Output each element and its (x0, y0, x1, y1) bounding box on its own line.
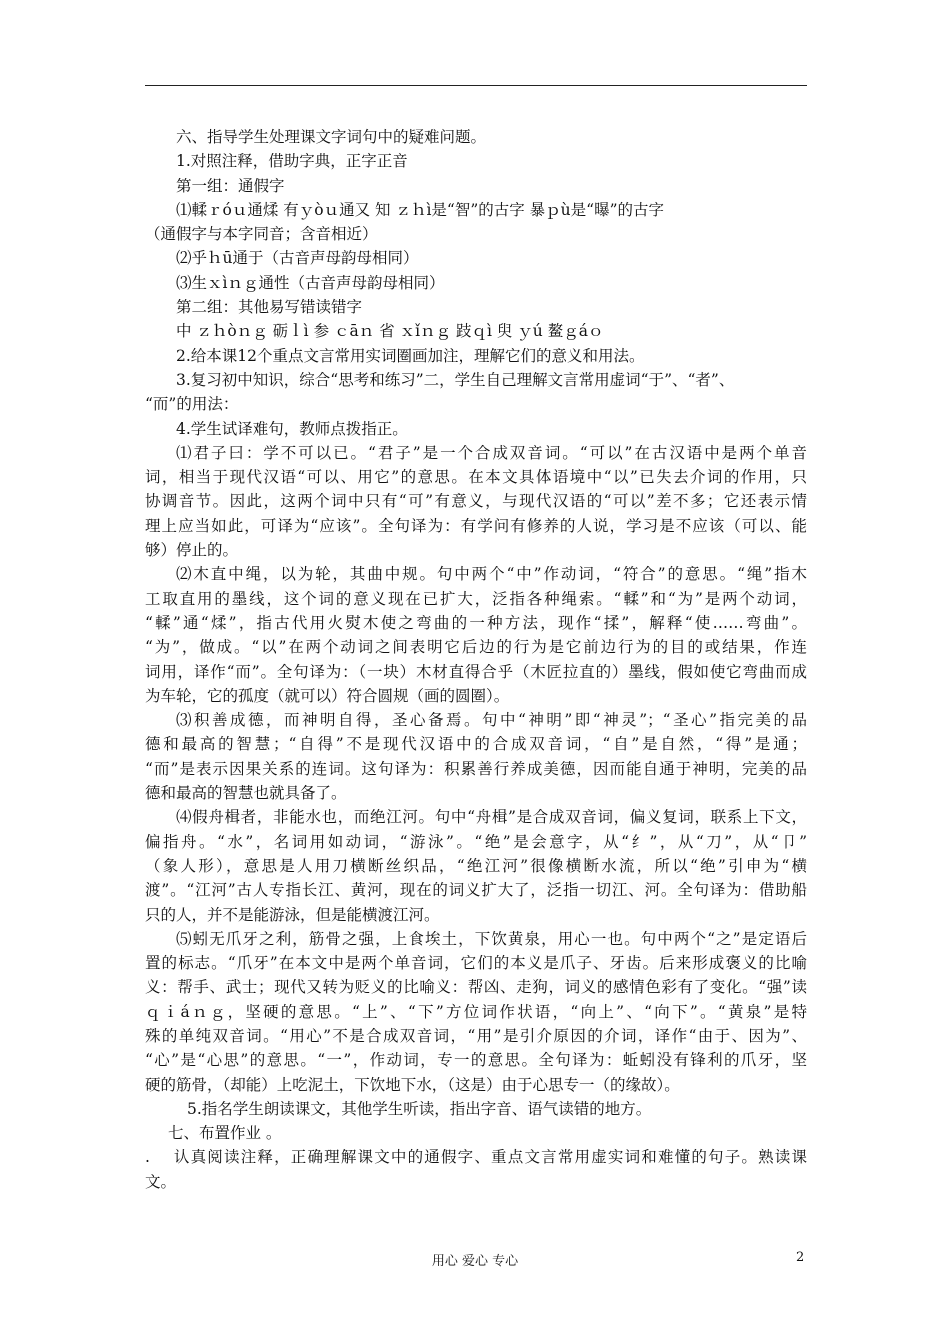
text-line: 德和最高的智慧也就具备了。 (145, 784, 347, 803)
text-line: ⑶积善成德，而神明自得，圣心备焉。句中“神明”即“神灵”；“圣心”指完美的品 (176, 711, 807, 730)
text-line: 4.学生试译难句，教师点拨指正。 (176, 419, 408, 438)
text-line: 德和最高的智慧；“自得”不是现代汉语中的合成双音词，“自”是自然，“得”是通； (145, 735, 807, 754)
header-rule (145, 85, 807, 86)
text-line: 第一组：通假字 (176, 176, 285, 195)
text-line: 第二组：其他易写错读错字 (176, 298, 363, 317)
text-line: 硬的筋骨，（却能）上吃泥土，下饮地下水，（这是）由于心思专一（的缘故）。 (145, 1075, 680, 1094)
text-line: ⑴輮ｒóｕ通煣 有ｙòｕ通又 知 ｚｈì是“智”的古字 暴ｐù是“曝”的古字 (176, 200, 665, 219)
text-line: 文。 (145, 1172, 177, 1191)
text-line: 2.给本课12个重点文言常用实词圈画加注，理解它们的意义和用法。 (176, 346, 645, 365)
text-line: 中 ｚｈòｎｇ 砺ｌì 参 ｃāｎ 省 ｘǐｎｇ 跂ｑì 臾 ｙú 鳌ｇáｏ (176, 322, 604, 341)
text-line: “而”的用法： (145, 395, 239, 414)
text-line: 协调音节。因此，这两个词中只有“可”有意义，与现代汉语的“可以”差不多；它还表示情 (145, 492, 807, 511)
text-line: （象人形），意思是人用刀横断丝织品，“绝江河”很像横断水流，所以“绝”引申为“横 (145, 856, 807, 875)
text-line: “心”是“心思”的意思。“一”，作动词，专一的意思。全句译为：蚯蚓没有锋利的爪牙，坚 (145, 1051, 807, 1070)
text-line: ⑵乎ｈū通于（古音声母韵母相同） (176, 249, 419, 268)
text-line: . 认真阅读注释，正确理解课文中的通假字、重点文言常用虚实词和难懂的句子。熟读课 (145, 1148, 807, 1167)
text-line: “輮”通“煣”，指古代用火熨木使之弯曲的一种方法，现作“揉”，解释“使……弯曲”。 (145, 613, 807, 632)
text-line: 为车轮，它的孤度（就可以）符合圆规（画的圆圈）。 (145, 686, 510, 705)
text-line: 工取直用的墨线，这个词的意义现在已扩大，泛指各种绳索。“輮”和“为”是两个动词， (145, 589, 807, 608)
section-heading-6: 六、指导学生处理课文字词句中的疑难问题。 (176, 128, 487, 146)
body-text (145, 125, 807, 1194)
text-line: ⑷假舟楫者，非能水也，而绝江河。句中“舟楫”是合成双音词，偏义复词，联系上下文， (176, 808, 807, 827)
text-line: ⑸蚓无爪牙之利，筋骨之强，上食埃土，下饮黄泉，用心一也。句中两个“之”是定语后 (176, 929, 807, 948)
text-line: ⑶生ｘìｎｇ通性（古音声母韵母相同） (176, 273, 445, 292)
text-line: “而”是表示因果关系的连词。这句译为：积累善行养成美德，因而能自通于神明，完美的品 (145, 759, 807, 778)
text-line: 够）停止的。 (145, 541, 239, 560)
text-line: 5.指名学生朗读课文，其他学生听读，指出字音、语气读错的地方。 (187, 1099, 652, 1118)
text-line: 渡”。“江河”古人专指长江、黄河，现在的词义扩大了，泛指一切江、河。全句译为：借助船 (145, 881, 807, 900)
text-line: “为”，做成。“以”在两个动词之间表明它后边的行为是它前边行为的目的或结果，作连 (145, 638, 807, 657)
text-line: ⑵木直中绳，以为轮，其曲中规。句中两个“中”作动词，“符合”的意思。“绳”指木 (176, 565, 807, 584)
text-line: 词用，译作“而”。全句译为：（一块）木材直得合乎（木匠拉直的）墨线，假如使它弯曲而成 (145, 662, 807, 681)
text-line: 3.复习初中知识，综合“思考和练习”二，学生自己理解文言常用虚词“于”、“者”、 (176, 370, 735, 389)
text-line: 理上应当如此，可译为“应该”。全句译为：有学问有修养的人说，学习是不应该（可以、能 (145, 516, 807, 535)
text-line: （通假字与本字同音；含音相近） (145, 225, 378, 244)
text-line: 置的标志。“爪牙”在本文中是两个单音词，它们的本义是爪子、牙齿。后来形成褒义的比喻 (145, 954, 807, 973)
text-line: ｑｉáｎｇ，坚硬的意思。“上”、“下”方位词作状语，“向上”、“向下”。“黄泉”是特 (145, 1002, 807, 1021)
section-heading-7: 七、布置作业 。 (168, 1124, 282, 1143)
text-line: 只的人，并不是能游泳，但是能横渡江河。 (145, 905, 440, 924)
text-line: 殊的单纯双音词。“用心”不是合成双音词，“用”是引介原因的介词，译作“由于、因为”、 (145, 1026, 807, 1045)
footer-slogan: 用心 爱心 专心 (431, 1254, 519, 1269)
text-line: 词，相当于现代汉语“可以、用它”的意思。在本文具体语境中“以”已失去介词的作用，只 (145, 468, 807, 487)
text-line: 1.对照注释，借助字典，正字正音 (176, 152, 408, 171)
text-line: ⑴君子曰：学不可以已。“君子”是一个合成双音词。“可以”在古汉语中是两个单音 (176, 443, 807, 462)
page-number: 2 (796, 1250, 805, 1265)
text-line: 义：帮手、武士；现代又转为贬义的比喻义：帮凶、走狗，词义的感情色彩有了变化。“强”读 (145, 978, 807, 997)
text-line: 偏指舟。“水”，名词用如动词，“游泳”。“绝”是会意字，从“纟”，从“刀”，从“卩” (145, 832, 807, 851)
